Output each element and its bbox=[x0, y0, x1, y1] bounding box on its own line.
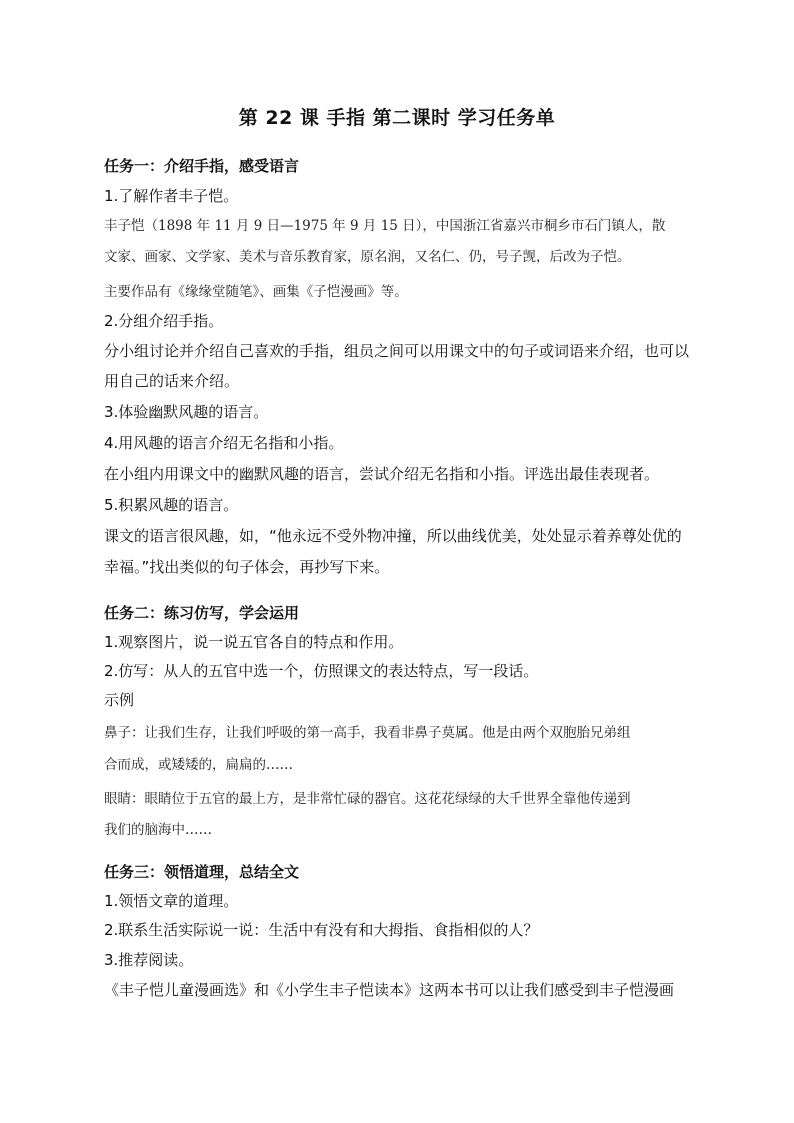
task3-item3-text: 《丰子恺儿童漫画选》和《小学生丰子恺读本》这两本书可以让我们感受到丰子恺漫画 bbox=[104, 981, 675, 999]
author-bio-line3: 主要作品有《缘缘堂随笔》、画集《子恺漫画》等。 bbox=[104, 284, 408, 300]
nose-example-line2: 合而成，或矮矮的，扁扁的…… bbox=[104, 757, 293, 773]
task2-item2: 2.仿写：从人的五官中选一个，仿照课文的表达特点，写一段话。 bbox=[104, 662, 539, 680]
task1-item3: 3.体验幽默风趣的语言。 bbox=[104, 403, 269, 421]
author-bio-line1: 丰子恺（1898 年 11 月 9 日—1975 年 9 月 15 日），中国浙江省嘉兴市桐乡市石门镇人，散 bbox=[104, 218, 666, 234]
task1-item5-text2: 幸福。”找出类似的句子体会，再抄写下来。 bbox=[104, 558, 390, 576]
eye-example-line1: 眼睛：眼睛位于五官的最上方，是非常忙碌的器官。这花花绿绿的大千世界全靠他传递到 bbox=[104, 791, 631, 807]
eye-example-line2: 我们的脑海中…… bbox=[104, 822, 212, 838]
task1-item4: 4.用风趣的语言介绍无名指和小指。 bbox=[104, 434, 344, 452]
task1-item4-text: 在小组内用课文中的幽默风趣的语言，尝试介绍无名指和小指。评选出最佳表现者。 bbox=[104, 465, 660, 483]
author-bio-line2: 文家、画家、文学家、美术与音乐教育家，原名润，又名仁、仍，号子觊，后改为子恺。 bbox=[104, 249, 631, 265]
task2-item1: 1.观察图片，说一说五官各自的特点和作用。 bbox=[104, 633, 404, 651]
task1-item5: 5.积累风趣的语言。 bbox=[104, 496, 239, 514]
task1-item2-text1: 分小组讨论并介绍自己喜欢的手指，组员之间可以用课文中的句子或词语来介绍，也可以 bbox=[104, 342, 690, 360]
task1-heading: 任务一：介绍手指，感受语言 bbox=[104, 157, 300, 175]
task1-item1: 1.了解作者丰子恺。 bbox=[104, 187, 239, 205]
task1-item2: 2.分组介绍手指。 bbox=[104, 312, 224, 330]
task2-heading: 任务二：练习仿写，学会运用 bbox=[104, 604, 300, 622]
task3-heading: 任务三：领悟道理，总结全文 bbox=[104, 863, 300, 881]
task1-item2-text2: 用自己的话来介绍。 bbox=[104, 372, 240, 390]
task3-item3: 3.推荐阅读。 bbox=[104, 951, 194, 969]
example-label: 示例 bbox=[104, 691, 135, 709]
page-title: 第 22 课 手指 第二课时 学习任务单 bbox=[238, 107, 556, 129]
task1-item5-text1: 课文的语言很风趣，如，“他永远不受外物冲撞，所以曲线优美，处处显示着养尊处优的 bbox=[104, 527, 682, 545]
nose-example-line1: 鼻子：让我们生存，让我们呼吸的第一高手，我看非鼻子莫属。他是由两个双胞胎兄弟组 bbox=[104, 725, 631, 741]
task3-item2: 2.联系生活实际说一说：生活中有没有和大拇指、食指相似的人？ bbox=[104, 921, 539, 939]
task3-item1: 1.领悟文章的道理。 bbox=[104, 892, 239, 910]
